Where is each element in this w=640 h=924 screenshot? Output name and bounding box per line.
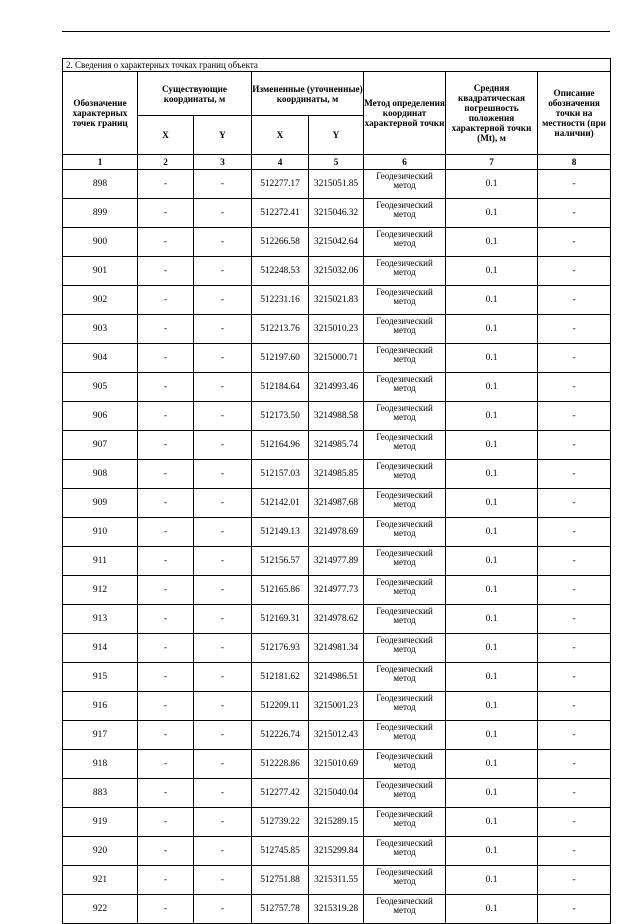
column-number: 3	[194, 155, 252, 170]
accuracy-cell: 0.1	[446, 460, 538, 489]
existing-x-cell: -	[138, 199, 194, 228]
description-cell: -	[538, 547, 611, 576]
changed-y-cell: 3215046.32	[309, 199, 364, 228]
changed-x-cell: 512277.17	[252, 170, 309, 199]
existing-y-cell: -	[194, 721, 252, 750]
accuracy-cell: 0.1	[446, 721, 538, 750]
existing-y-cell: -	[194, 315, 252, 344]
point-id-cell: 902	[63, 286, 138, 315]
header-existing-coordinates: Существующие координаты, м	[138, 72, 252, 116]
accuracy-cell: 0.1	[446, 576, 538, 605]
point-id-cell: 909	[63, 489, 138, 518]
existing-y-cell: -	[194, 228, 252, 257]
existing-y-cell: -	[194, 547, 252, 576]
table-row	[63, 373, 611, 402]
accuracy-cell: 0.1	[446, 518, 538, 547]
existing-x-cell: -	[138, 547, 194, 576]
changed-y-cell: 3214981.34	[309, 634, 364, 663]
accuracy-cell: 0.1	[446, 837, 538, 866]
existing-y-cell: -	[194, 199, 252, 228]
changed-y-cell: 3214988.58	[309, 402, 364, 431]
changed-x-cell: 512751.88	[252, 866, 309, 895]
point-id-cell: 899	[63, 199, 138, 228]
changed-y-cell: 3215001.23	[309, 692, 364, 721]
changed-y-cell: 3215010.23	[309, 315, 364, 344]
changed-x-cell: 512266.58	[252, 228, 309, 257]
description-cell: -	[538, 663, 611, 692]
accuracy-cell: 0.1	[446, 692, 538, 721]
changed-y-cell: 3215012.43	[309, 721, 364, 750]
changed-x-cell: 512213.76	[252, 315, 309, 344]
accuracy-cell: 0.1	[446, 663, 538, 692]
existing-y-cell: -	[194, 895, 252, 924]
existing-x-cell: -	[138, 431, 194, 460]
existing-y-cell: -	[194, 170, 252, 199]
table-row	[63, 431, 611, 460]
point-id-cell: 901	[63, 257, 138, 286]
point-id-cell: 907	[63, 431, 138, 460]
point-id-cell: 914	[63, 634, 138, 663]
header-existing-x: X	[138, 116, 194, 155]
changed-y-cell: 3214985.85	[309, 460, 364, 489]
boundary-points-table	[62, 58, 611, 924]
existing-y-cell: -	[194, 808, 252, 837]
table-row	[63, 634, 611, 663]
header-existing-y: Y	[194, 116, 252, 155]
changed-x-cell: 512272.41	[252, 199, 309, 228]
changed-x-cell: 512739.22	[252, 808, 309, 837]
description-cell: -	[538, 721, 611, 750]
point-id-cell: 898	[63, 170, 138, 199]
accuracy-cell: 0.1	[446, 170, 538, 199]
method-cell: Геодезический метод	[364, 692, 446, 721]
table-row	[63, 663, 611, 692]
header-accuracy: Средняя квадратическая погрешность положения характерной точки (Mt), м	[446, 72, 538, 155]
existing-x-cell: -	[138, 489, 194, 518]
point-id-cell: 917	[63, 721, 138, 750]
existing-x-cell: -	[138, 286, 194, 315]
table-row	[63, 402, 611, 431]
accuracy-cell: 0.1	[446, 431, 538, 460]
point-id-cell: 900	[63, 228, 138, 257]
description-cell: -	[538, 373, 611, 402]
existing-x-cell: -	[138, 808, 194, 837]
method-cell: Геодезический метод	[364, 576, 446, 605]
changed-y-cell: 3215010.69	[309, 750, 364, 779]
changed-y-cell: 3214977.89	[309, 547, 364, 576]
description-cell: -	[538, 692, 611, 721]
method-cell: Геодезический метод	[364, 634, 446, 663]
table-row	[63, 460, 611, 489]
changed-x-cell: 512745.85	[252, 837, 309, 866]
table-row	[63, 895, 611, 924]
changed-x-cell: 512176.93	[252, 634, 309, 663]
accuracy-cell: 0.1	[446, 286, 538, 315]
description-cell: -	[538, 402, 611, 431]
existing-y-cell: -	[194, 576, 252, 605]
changed-x-cell: 512757.78	[252, 895, 309, 924]
method-cell: Геодезический метод	[364, 547, 446, 576]
changed-y-cell: 3214978.69	[309, 518, 364, 547]
method-cell: Геодезический метод	[364, 431, 446, 460]
changed-x-cell: 512248.53	[252, 257, 309, 286]
method-cell: Геодезический метод	[364, 228, 446, 257]
table-row	[63, 779, 611, 808]
existing-x-cell: -	[138, 402, 194, 431]
method-cell: Геодезический метод	[364, 170, 446, 199]
description-cell: -	[538, 634, 611, 663]
accuracy-cell: 0.1	[446, 489, 538, 518]
column-number: 8	[538, 155, 611, 170]
description-cell: -	[538, 170, 611, 199]
existing-y-cell: -	[194, 605, 252, 634]
point-id-cell: 918	[63, 750, 138, 779]
description-cell: -	[538, 315, 611, 344]
changed-x-cell: 512226.74	[252, 721, 309, 750]
existing-y-cell: -	[194, 286, 252, 315]
table-row	[63, 605, 611, 634]
existing-x-cell: -	[138, 257, 194, 286]
description-cell: -	[538, 489, 611, 518]
column-number: 4	[252, 155, 309, 170]
table-row	[63, 866, 611, 895]
existing-y-cell: -	[194, 692, 252, 721]
changed-y-cell: 3215040.04	[309, 779, 364, 808]
changed-x-cell: 512165.86	[252, 576, 309, 605]
method-cell: Геодезический метод	[364, 750, 446, 779]
column-number: 5	[309, 155, 364, 170]
table-row	[63, 837, 611, 866]
point-id-cell: 919	[63, 808, 138, 837]
description-cell: -	[538, 808, 611, 837]
description-cell: -	[538, 286, 611, 315]
header-changed-coordinates: Измененные (уточненные) координаты, м	[252, 72, 364, 116]
existing-x-cell: -	[138, 170, 194, 199]
table-row	[63, 344, 611, 373]
method-cell: Геодезический метод	[364, 257, 446, 286]
existing-x-cell: -	[138, 692, 194, 721]
changed-x-cell: 512149.13	[252, 518, 309, 547]
table-row	[63, 228, 611, 257]
table-row	[63, 547, 611, 576]
accuracy-cell: 0.1	[446, 866, 538, 895]
changed-y-cell: 3215319.28	[309, 895, 364, 924]
method-cell: Геодезический метод	[364, 518, 446, 547]
table-row	[63, 199, 611, 228]
table-row	[63, 576, 611, 605]
description-cell: -	[538, 779, 611, 808]
existing-y-cell: -	[194, 837, 252, 866]
description-cell: -	[538, 750, 611, 779]
description-cell: -	[538, 576, 611, 605]
method-cell: Геодезический метод	[364, 489, 446, 518]
point-id-cell: 920	[63, 837, 138, 866]
changed-y-cell: 3215289.15	[309, 808, 364, 837]
column-number: 1	[63, 155, 138, 170]
existing-x-cell: -	[138, 315, 194, 344]
changed-y-cell: 3214985.74	[309, 431, 364, 460]
accuracy-cell: 0.1	[446, 373, 538, 402]
page-header-rule	[62, 31, 610, 32]
accuracy-cell: 0.1	[446, 257, 538, 286]
changed-x-cell: 512156.57	[252, 547, 309, 576]
existing-y-cell: -	[194, 663, 252, 692]
description-cell: -	[538, 837, 611, 866]
accuracy-cell: 0.1	[446, 315, 538, 344]
table-row	[63, 489, 611, 518]
point-id-cell: 916	[63, 692, 138, 721]
existing-y-cell: -	[194, 518, 252, 547]
description-cell: -	[538, 228, 611, 257]
existing-x-cell: -	[138, 605, 194, 634]
existing-x-cell: -	[138, 576, 194, 605]
method-cell: Геодезический метод	[364, 866, 446, 895]
method-cell: Геодезический метод	[364, 895, 446, 924]
changed-y-cell: 3215021.83	[309, 286, 364, 315]
changed-x-cell: 512277.42	[252, 779, 309, 808]
changed-x-cell: 512228.86	[252, 750, 309, 779]
changed-x-cell: 512197.60	[252, 344, 309, 373]
changed-y-cell: 3215042.64	[309, 228, 364, 257]
existing-y-cell: -	[194, 373, 252, 402]
point-id-cell: 921	[63, 866, 138, 895]
existing-y-cell: -	[194, 344, 252, 373]
description-cell: -	[538, 460, 611, 489]
column-number: 2	[138, 155, 194, 170]
existing-y-cell: -	[194, 750, 252, 779]
existing-x-cell: -	[138, 663, 194, 692]
point-id-cell: 905	[63, 373, 138, 402]
header-method: Метод определения координат характерной точки	[364, 72, 446, 155]
accuracy-cell: 0.1	[446, 750, 538, 779]
table-row	[63, 692, 611, 721]
header-changed-x: X	[252, 116, 309, 155]
column-number: 6	[364, 155, 446, 170]
existing-y-cell: -	[194, 779, 252, 808]
existing-x-cell: -	[138, 895, 194, 924]
existing-x-cell: -	[138, 460, 194, 489]
method-cell: Геодезический метод	[364, 605, 446, 634]
existing-y-cell: -	[194, 634, 252, 663]
existing-x-cell: -	[138, 518, 194, 547]
table-row	[63, 170, 611, 199]
changed-x-cell: 512209.11	[252, 692, 309, 721]
method-cell: Геодезический метод	[364, 315, 446, 344]
accuracy-cell: 0.1	[446, 605, 538, 634]
changed-y-cell: 3215051.85	[309, 170, 364, 199]
changed-y-cell: 3214987.68	[309, 489, 364, 518]
accuracy-cell: 0.1	[446, 779, 538, 808]
existing-x-cell: -	[138, 228, 194, 257]
description-cell: -	[538, 895, 611, 924]
method-cell: Геодезический метод	[364, 199, 446, 228]
changed-x-cell: 512142.01	[252, 489, 309, 518]
existing-x-cell: -	[138, 779, 194, 808]
existing-y-cell: -	[194, 866, 252, 895]
point-id-cell: 910	[63, 518, 138, 547]
existing-x-cell: -	[138, 344, 194, 373]
description-cell: -	[538, 866, 611, 895]
accuracy-cell: 0.1	[446, 634, 538, 663]
point-id-cell: 883	[63, 779, 138, 808]
method-cell: Геодезический метод	[364, 402, 446, 431]
header-point-designation: Обозначение характерных точек границ	[63, 72, 138, 155]
changed-x-cell: 512157.03	[252, 460, 309, 489]
existing-x-cell: -	[138, 750, 194, 779]
point-id-cell: 913	[63, 605, 138, 634]
description-cell: -	[538, 518, 611, 547]
changed-y-cell: 3214993.46	[309, 373, 364, 402]
changed-y-cell: 3215299.84	[309, 837, 364, 866]
method-cell: Геодезический метод	[364, 837, 446, 866]
accuracy-cell: 0.1	[446, 402, 538, 431]
table-row	[63, 750, 611, 779]
description-cell: -	[538, 605, 611, 634]
existing-x-cell: -	[138, 373, 194, 402]
existing-x-cell: -	[138, 866, 194, 895]
description-cell: -	[538, 431, 611, 460]
accuracy-cell: 0.1	[446, 895, 538, 924]
point-id-cell: 903	[63, 315, 138, 344]
point-id-cell: 915	[63, 663, 138, 692]
existing-y-cell: -	[194, 257, 252, 286]
point-id-cell: 911	[63, 547, 138, 576]
table-row	[63, 257, 611, 286]
point-id-cell: 922	[63, 895, 138, 924]
accuracy-cell: 0.1	[446, 808, 538, 837]
table-row	[63, 286, 611, 315]
point-id-cell: 904	[63, 344, 138, 373]
point-id-cell: 906	[63, 402, 138, 431]
changed-y-cell: 3214986.51	[309, 663, 364, 692]
changed-x-cell: 512169.31	[252, 605, 309, 634]
column-numbers-row	[63, 155, 611, 170]
column-number: 7	[446, 155, 538, 170]
method-cell: Геодезический метод	[364, 663, 446, 692]
table-row	[63, 518, 611, 547]
accuracy-cell: 0.1	[446, 344, 538, 373]
method-cell: Геодезический метод	[364, 721, 446, 750]
changed-y-cell: 3215032.06	[309, 257, 364, 286]
changed-y-cell: 3215000.71	[309, 344, 364, 373]
changed-y-cell: 3215311.55	[309, 866, 364, 895]
changed-x-cell: 512184.64	[252, 373, 309, 402]
description-cell: -	[538, 257, 611, 286]
existing-y-cell: -	[194, 489, 252, 518]
accuracy-cell: 0.1	[446, 228, 538, 257]
changed-y-cell: 3214978.62	[309, 605, 364, 634]
method-cell: Геодезический метод	[364, 286, 446, 315]
method-cell: Геодезический метод	[364, 460, 446, 489]
method-cell: Геодезический метод	[364, 344, 446, 373]
table-row	[63, 721, 611, 750]
method-cell: Геодезический метод	[364, 808, 446, 837]
changed-x-cell: 512181.62	[252, 663, 309, 692]
table-row	[63, 808, 611, 837]
existing-x-cell: -	[138, 837, 194, 866]
method-cell: Геодезический метод	[364, 779, 446, 808]
changed-x-cell: 512164.96	[252, 431, 309, 460]
description-cell: -	[538, 199, 611, 228]
changed-x-cell: 512173.50	[252, 402, 309, 431]
existing-y-cell: -	[194, 431, 252, 460]
existing-y-cell: -	[194, 460, 252, 489]
table-caption: 2. Сведения о характерных точках границ объекта	[63, 59, 611, 72]
existing-x-cell: -	[138, 634, 194, 663]
table-body	[63, 170, 611, 924]
accuracy-cell: 0.1	[446, 547, 538, 576]
point-id-cell: 908	[63, 460, 138, 489]
existing-y-cell: -	[194, 402, 252, 431]
accuracy-cell: 0.1	[446, 199, 538, 228]
point-id-cell: 912	[63, 576, 138, 605]
header-changed-y: Y	[309, 116, 364, 155]
changed-y-cell: 3214977.73	[309, 576, 364, 605]
existing-x-cell: -	[138, 721, 194, 750]
method-cell: Геодезический метод	[364, 373, 446, 402]
header-description: Описание обозначения точки на местности (при наличии)	[538, 72, 611, 155]
changed-x-cell: 512231.16	[252, 286, 309, 315]
description-cell: -	[538, 344, 611, 373]
table-row	[63, 315, 611, 344]
